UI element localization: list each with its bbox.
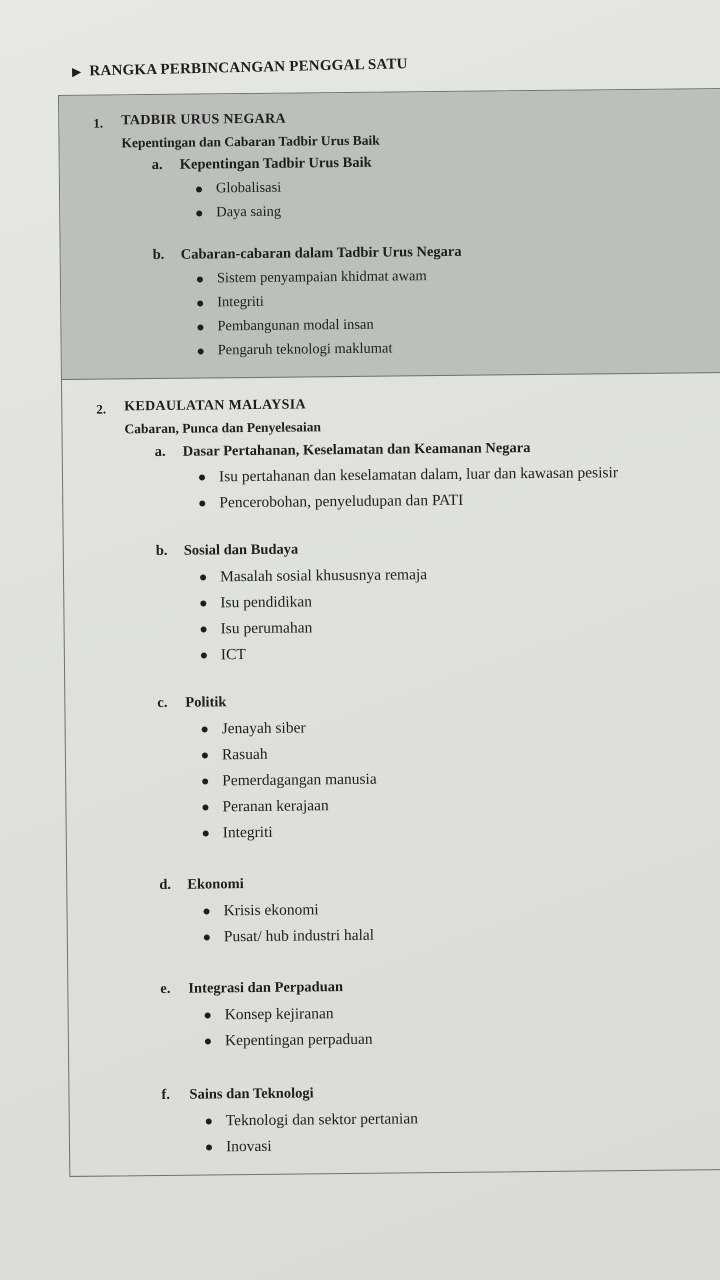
subsection-heading (155, 440, 531, 461)
bullet-icon (206, 1118, 212, 1124)
list-item: Isu pertahanan dan keselamatan dalam, luar dan kawasan pesisir (195, 460, 618, 490)
subsection-letter: a. (151, 156, 163, 174)
section-title: TADBIR URUS NEGARA (121, 111, 286, 129)
section-number: 1. (93, 115, 104, 131)
list-item: Peranan kerajaan (198, 793, 377, 821)
bullet-icon (204, 908, 210, 914)
section-title: KEDAULATAN MALAYSIA (124, 397, 306, 415)
list-item: Rasuah (198, 741, 377, 769)
list-item: Kepentingan perpaduan (201, 1027, 373, 1055)
subsection-title: Politik (185, 694, 227, 711)
subsection-letter: c. (157, 694, 168, 711)
subsection-title: Sosial dan Budaya (183, 541, 299, 559)
list-item: Konsep kejiranan (201, 1001, 373, 1029)
bullet-icon (196, 186, 202, 192)
bullet-icon (200, 574, 206, 580)
list-item: Integriti (199, 819, 378, 847)
bullet-icon (202, 726, 208, 732)
list-item: Inovasi (202, 1132, 418, 1160)
list-item: Pengaruh teknologi maklumat (194, 336, 428, 362)
bullet-list (195, 460, 618, 516)
bullet-icon (200, 600, 206, 606)
list-item: Globalisasi (192, 176, 281, 201)
bullet-list (199, 897, 374, 951)
bullet-icon (204, 934, 210, 940)
arrow-bullet-icon: ▶ (71, 64, 82, 79)
outline-box (58, 88, 720, 1177)
list-item: Sistem penyampaian khidmat awam (193, 264, 427, 290)
list-item: Krisis ekonomi (199, 897, 374, 925)
bullet-icon (201, 626, 207, 632)
list-item: Pemerdagangan manusia (198, 767, 377, 795)
bullet-list (193, 264, 428, 362)
list-item: Daya saing (192, 200, 281, 225)
list-item: Integriti (193, 288, 427, 314)
subsection-title: Dasar Pertahanan, Keselamatan dan Keamanan Negara (182, 440, 531, 460)
subsection-title: Integrasi dan Perpaduan (188, 979, 344, 997)
subsection-heading (161, 1085, 313, 1104)
subsection-title: Ekonomi (187, 876, 244, 893)
subsection-heading (157, 694, 226, 712)
list-item: ICT (197, 640, 428, 668)
list-item: Pusat/ hub industri halal (200, 923, 375, 951)
bullet-list (202, 1106, 419, 1160)
subsection-letter: b. (152, 246, 165, 264)
list-item: Masalah sosial khususnya remaja (196, 562, 427, 590)
section-1 (59, 89, 720, 380)
list-item: Pencerobohan, penyeludupan dan PATI (195, 486, 618, 516)
bullet-list (198, 715, 378, 847)
subsection-heading (160, 979, 343, 998)
subsection-letter: e. (160, 980, 171, 997)
bullet-icon (197, 324, 203, 330)
subsection-heading (153, 244, 462, 264)
bullet-list (201, 1001, 373, 1055)
bullet-icon (202, 752, 208, 758)
bullet-icon (205, 1012, 211, 1018)
page-heading (72, 56, 408, 81)
section-subtitle: Kepentingan dan Cabaran Tadbir Urus Baik (121, 132, 380, 151)
bullet-icon (203, 830, 209, 836)
subsection-title: Sains dan Teknologi (189, 1085, 314, 1103)
bullet-icon (202, 778, 208, 784)
subsection-letter: a. (154, 443, 166, 461)
subsection-letter: b. (155, 542, 168, 560)
subsection-title: Cabaran-cabaran dalam Tadbir Urus Negara (180, 243, 462, 263)
subsection-title: Kepentingan Tadbir Urus Baik (179, 154, 372, 173)
section-subtitle: Cabaran, Punca dan Penyelesaian (124, 419, 322, 437)
bullet-icon (201, 652, 207, 658)
subsection-letter: d. (159, 876, 172, 893)
list-item: Jenayah siber (198, 715, 377, 743)
list-item: Pembangunan modal insan (193, 312, 427, 338)
subsection-heading (152, 155, 372, 174)
bullet-icon (197, 276, 203, 282)
subsection-heading (159, 876, 244, 894)
subsection-heading (156, 542, 299, 560)
heading-text: RANGKA PERBINCANGAN PENGGAL SATU (89, 56, 408, 80)
bullet-icon (196, 210, 202, 216)
bullet-icon (199, 500, 205, 506)
bullet-icon (199, 474, 205, 480)
bullet-icon (205, 1038, 211, 1044)
bullet-icon (206, 1144, 212, 1150)
bullet-list (192, 176, 282, 225)
subsection-letter: f. (161, 1086, 171, 1103)
section-number: 2. (96, 401, 107, 417)
list-item: Isu pendidikan (196, 588, 427, 616)
list-item: Isu perumahan (196, 614, 427, 642)
bullet-icon (198, 348, 204, 354)
bullet-icon (197, 300, 203, 306)
bullet-icon (202, 804, 208, 810)
list-item: Teknologi dan sektor pertanian (202, 1106, 418, 1134)
bullet-list (196, 562, 428, 668)
